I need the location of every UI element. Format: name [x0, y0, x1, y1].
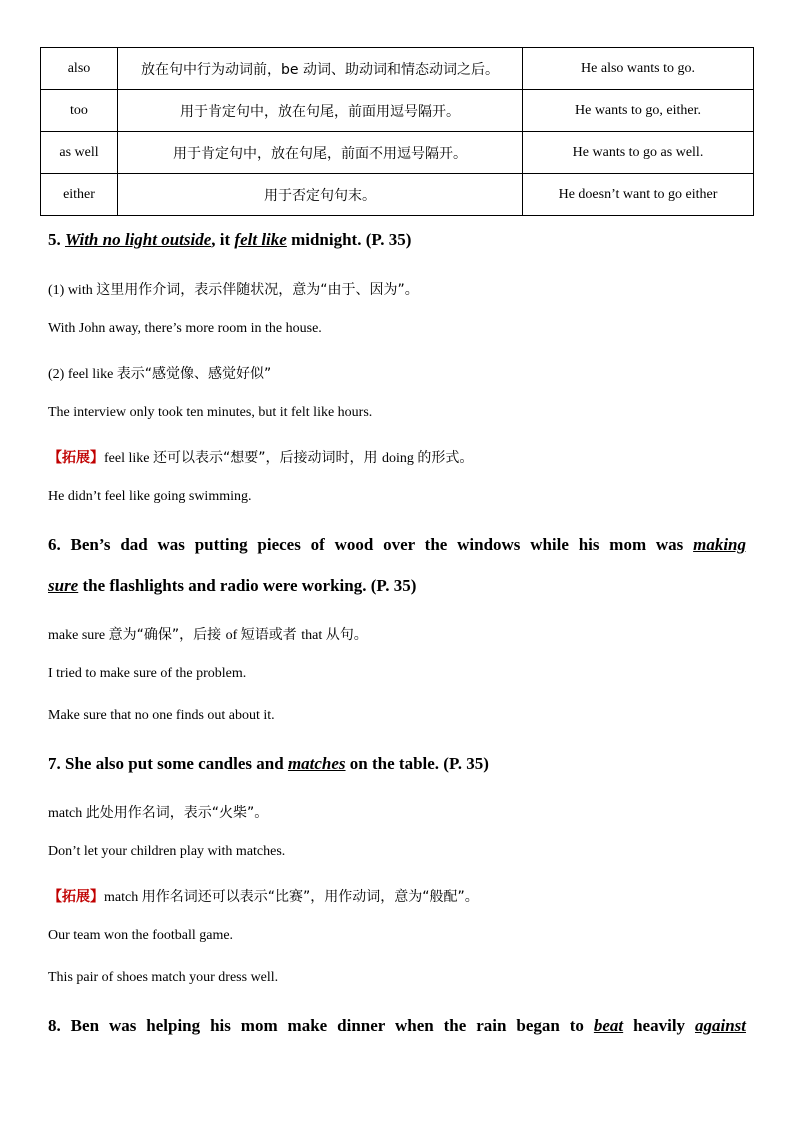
s7-example-1: Don’t let your children play with matches.	[48, 844, 286, 859]
s5-example-3: He didn’t feel like going swimming.	[48, 489, 252, 504]
s8-underlined-2: against	[694, 1016, 747, 1035]
s6-note-c: of	[225, 628, 241, 643]
s6-note-d: 短语或者	[240, 627, 302, 643]
s6-heading-line-1	[48, 535, 746, 555]
s6-note-e: that	[301, 628, 326, 643]
s5-heading	[48, 230, 411, 250]
table-row	[41, 48, 754, 90]
s6-underlined-2: sure	[48, 576, 79, 595]
s5-ext-b: 还可以表示“想要”，后接动词时，用	[152, 450, 382, 466]
s6-heading-line-2	[48, 576, 416, 596]
s8-text-2: heavily	[623, 1016, 695, 1035]
table-body	[41, 48, 754, 216]
s7-ext-a: match	[104, 890, 142, 905]
row-example: He wants to go, either.	[523, 90, 754, 132]
row-usage: 放在句中行为动词前，be 动词、助动词和情态动词之后。	[118, 48, 523, 90]
s6-note-a: make sure	[48, 628, 109, 643]
row-usage: 用于否定句句末。	[118, 174, 523, 216]
s7-underlined-1: matches	[287, 754, 346, 773]
s5-text-1: , it	[211, 230, 235, 249]
s7-note-a: match	[48, 806, 86, 821]
row-usage: 用于肯定句中，放在句尾，前面不用逗号隔开。	[118, 132, 523, 174]
s8-text-1: 8. Ben was helping his mom make dinner when the rain began to	[48, 1016, 594, 1035]
table-row	[41, 132, 754, 174]
s5-underlined-2: felt like	[234, 230, 287, 249]
row-word: as well	[41, 132, 118, 174]
s6-note-f: 从句。	[325, 627, 368, 643]
s5-example-1: With John away, there’s more room in the house.	[48, 321, 322, 336]
s5-number: 5.	[48, 230, 65, 249]
s7-ext-b: 用作名词还可以表示“比赛”，用作动词，意为“般配”。	[141, 889, 479, 905]
s5-example-2: The interview only took ten minutes, but it felt like hours.	[48, 405, 373, 420]
s6-example-1: I tried to make sure of the problem.	[48, 666, 247, 681]
table-row	[41, 90, 754, 132]
row-usage: 用于肯定句中，放在句尾，前面用逗号隔开。	[118, 90, 523, 132]
table-row	[41, 174, 754, 216]
s6-text-2: the flashlights and radio were working. (P. 35)	[78, 576, 417, 595]
s7-example-2: Our team won the football game.	[48, 928, 234, 943]
s5-extension	[48, 447, 473, 467]
s5-text-2: midnight. (P. 35)	[286, 230, 412, 249]
s5-note-2-cn: 表示“感觉像、感觉好似”	[116, 366, 272, 382]
extension-tag: 【拓展】	[48, 889, 104, 905]
s7-note-b: 此处用作名词，表示“火柴”。	[85, 805, 269, 821]
s6-text-1: 6. Ben’s dad was putting pieces of wood over the windows while his mom was	[48, 535, 694, 554]
s7-heading	[48, 754, 489, 774]
row-word: also	[41, 48, 118, 90]
s6-note	[48, 624, 368, 644]
s8-heading	[48, 1016, 746, 1036]
row-example: He also wants to go.	[523, 48, 754, 90]
s7-note	[48, 802, 268, 822]
s5-ext-d: 的形式。	[417, 450, 474, 466]
extension-tag: 【拓展】	[48, 450, 104, 466]
s5-note-1-cn: 这里用作介词，表示伴随状况，意为“由于、因为”。	[96, 282, 419, 298]
s5-underlined-1: With no light outside	[65, 230, 212, 249]
row-word: either	[41, 174, 118, 216]
row-example: He wants to go as well.	[523, 132, 754, 174]
row-example: He doesn’t want to go either	[523, 174, 754, 216]
s7-example-3: This pair of shoes match your dress well.	[48, 970, 279, 985]
s7-text-2: on the table. (P. 35)	[345, 754, 489, 773]
s6-example-2: Make sure that no one finds out about it.	[48, 708, 275, 723]
adverb-usage-table	[40, 47, 754, 216]
s6-note-b: 意为“确保”，后接	[108, 627, 226, 643]
s5-ext-c: doing	[381, 451, 418, 466]
s5-note-1	[48, 279, 419, 299]
s5-note-1-en: (1) with	[48, 283, 97, 298]
s5-ext-a: feel like	[104, 451, 153, 466]
s7-text-1: 7. She also put some candles and	[48, 754, 288, 773]
s5-note-2	[48, 363, 271, 383]
row-word: too	[41, 90, 118, 132]
s8-underlined-1: beat	[593, 1016, 624, 1035]
s7-extension	[48, 886, 479, 906]
s5-note-2-en: (2) feel like	[48, 367, 117, 382]
s6-underlined-1: making	[693, 535, 746, 554]
